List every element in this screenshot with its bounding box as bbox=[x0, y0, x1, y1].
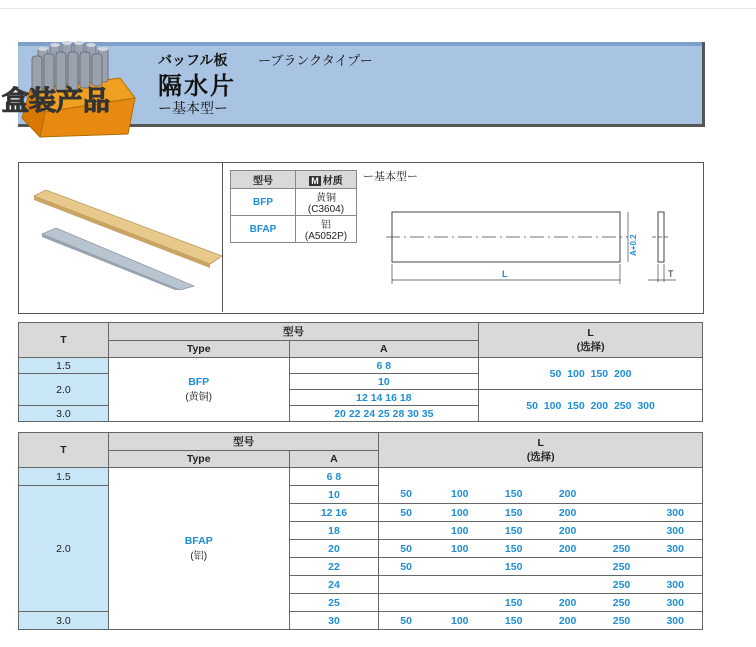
t2-l-cell: 150 bbox=[487, 594, 541, 612]
t2-l-cell: 50 bbox=[379, 504, 433, 522]
t2-header-t: T bbox=[19, 433, 109, 468]
page-title: 隔水片 bbox=[158, 73, 236, 100]
t2-l-cell: 150 bbox=[487, 522, 541, 540]
t2-l-cell: 200 bbox=[541, 486, 595, 504]
t1-header-model: 型号 bbox=[108, 323, 478, 341]
t1-t-3-0: 3.0 bbox=[19, 406, 109, 422]
t2-l-cell bbox=[648, 468, 702, 486]
technical-drawing bbox=[380, 200, 690, 300]
t2-l-cell bbox=[433, 558, 487, 576]
subtitle-jp-blank-type: ーブランクタイプー bbox=[258, 53, 373, 68]
t1-header-l: L (选择) bbox=[479, 323, 703, 358]
t2-l-cell bbox=[379, 594, 433, 612]
product-box-divider bbox=[222, 162, 223, 312]
t2-l-cell bbox=[433, 468, 487, 486]
table-row bbox=[19, 468, 703, 486]
t2-l-cell: 150 bbox=[487, 486, 541, 504]
drawing-label: ー基本型ー bbox=[363, 171, 418, 183]
material-m-badge: M bbox=[311, 176, 319, 186]
mat-material-bfap: 铝 (A5052P) bbox=[296, 216, 357, 243]
t2-l-cell: 300 bbox=[648, 522, 702, 540]
t2-l-cell bbox=[541, 558, 595, 576]
t2-l-cell: 200 bbox=[541, 594, 595, 612]
t2-l-cell: 250 bbox=[595, 612, 649, 630]
t2-l-cell: 150 bbox=[487, 558, 541, 576]
dim-l-label: L bbox=[502, 269, 508, 279]
t2-a-cell: 20 bbox=[289, 540, 379, 558]
box-product-logo bbox=[0, 38, 140, 138]
type-label: ー基本型ー bbox=[158, 100, 228, 116]
bfp-spec-table bbox=[18, 322, 703, 422]
material-table bbox=[230, 170, 357, 243]
t2-l-cell bbox=[487, 576, 541, 594]
t1-l-group-1: 50 100 150 200 bbox=[479, 358, 703, 390]
subtitle-jp: バッフル板 bbox=[158, 52, 228, 68]
t2-t-3-0: 3.0 bbox=[19, 612, 109, 630]
t2-l-cell bbox=[487, 468, 541, 486]
t1-header-a: A bbox=[289, 341, 479, 358]
t2-l-cell: 300 bbox=[648, 594, 702, 612]
t2-l-cell: 300 bbox=[648, 612, 702, 630]
t2-l-cell bbox=[541, 468, 595, 486]
t2-t-2-0: 2.0 bbox=[19, 486, 109, 612]
mat-material-bfp: 黄铜 (C3604) bbox=[296, 189, 357, 216]
t1-header-t: T bbox=[19, 323, 109, 358]
t2-l-cell bbox=[595, 522, 649, 540]
product-image bbox=[28, 186, 224, 290]
t1-a-row-3: 12 14 16 18 bbox=[289, 390, 479, 406]
t2-type-cell: BFAP (铝) bbox=[108, 468, 289, 630]
t2-l-cell bbox=[648, 486, 702, 504]
t2-l-cell bbox=[379, 522, 433, 540]
t2-a-cell: 25 bbox=[289, 594, 379, 612]
t2-l-cell bbox=[595, 468, 649, 486]
t2-header-type: Type bbox=[108, 451, 289, 468]
mat-code-bfp: BFP bbox=[231, 189, 296, 216]
top-divider bbox=[0, 8, 756, 9]
t2-a-cell: 12 16 bbox=[289, 504, 379, 522]
t2-a-cell: 10 bbox=[289, 486, 379, 504]
t1-type-cell: BFP (黄铜) bbox=[108, 358, 289, 422]
t2-header-l: L (选择) bbox=[379, 433, 703, 468]
bfap-spec-table bbox=[18, 432, 703, 630]
t1-t-2-0: 2.0 bbox=[19, 374, 109, 406]
t2-l-cell: 100 bbox=[433, 486, 487, 504]
mat-header-type: 型号 bbox=[231, 171, 296, 189]
t1-a-row-1: 6 8 bbox=[289, 358, 479, 374]
t2-l-cell: 300 bbox=[648, 576, 702, 594]
t2-a-cell: 6 8 bbox=[289, 468, 379, 486]
t2-l-cell: 150 bbox=[487, 540, 541, 558]
mat-code-bfap: BFAP bbox=[231, 216, 296, 243]
t2-a-cell: 18 bbox=[289, 522, 379, 540]
t2-l-cell: 200 bbox=[541, 612, 595, 630]
t2-l-cell bbox=[379, 576, 433, 594]
dim-t-label: T bbox=[668, 269, 674, 279]
t2-l-cell: 250 bbox=[595, 576, 649, 594]
mat-header-material: M 材质 bbox=[296, 171, 357, 189]
t2-l-cell: 100 bbox=[433, 540, 487, 558]
t2-l-cell: 250 bbox=[595, 594, 649, 612]
t2-l-cell: 250 bbox=[595, 558, 649, 576]
t2-t-1-5: 1.5 bbox=[19, 468, 109, 486]
t2-l-cell: 300 bbox=[648, 540, 702, 558]
t2-l-cell: 50 bbox=[379, 540, 433, 558]
t2-l-cell: 50 bbox=[379, 612, 433, 630]
t2-l-cell bbox=[595, 486, 649, 504]
t2-l-cell: 100 bbox=[433, 612, 487, 630]
t2-l-cell: 100 bbox=[433, 504, 487, 522]
t2-l-cell: 200 bbox=[541, 522, 595, 540]
t2-header-a: A bbox=[289, 451, 379, 468]
t1-a-row-2: 10 bbox=[289, 374, 479, 390]
t2-l-cell: 150 bbox=[487, 612, 541, 630]
t2-l-cell: 250 bbox=[595, 540, 649, 558]
t1-l-group-2: 50 100 150 200 250 300 bbox=[479, 390, 703, 422]
t2-l-cell bbox=[648, 558, 702, 576]
t2-l-cell bbox=[433, 576, 487, 594]
t2-l-cell bbox=[379, 468, 433, 486]
t2-a-cell: 30 bbox=[289, 612, 379, 630]
t2-l-cell: 50 bbox=[379, 558, 433, 576]
logo-text: 盒装产品 bbox=[2, 86, 110, 117]
t1-a-row-4: 20 22 24 25 28 30 35 bbox=[289, 406, 479, 422]
t2-l-cell: 300 bbox=[648, 504, 702, 522]
dim-a-label: A+0.2 bbox=[629, 234, 638, 256]
t2-a-cell: 24 bbox=[289, 576, 379, 594]
t2-l-cell: 200 bbox=[541, 540, 595, 558]
t2-l-cell: 50 bbox=[379, 486, 433, 504]
t2-l-cell bbox=[433, 594, 487, 612]
t2-l-cell: 150 bbox=[487, 504, 541, 522]
t1-header-type: Type bbox=[108, 341, 289, 358]
t1-t-1-5: 1.5 bbox=[19, 358, 109, 374]
t2-l-cell bbox=[541, 576, 595, 594]
t2-a-cell: 22 bbox=[289, 558, 379, 576]
t2-l-cell: 200 bbox=[541, 504, 595, 522]
t2-l-cell: 100 bbox=[433, 522, 487, 540]
t2-l-cell bbox=[595, 504, 649, 522]
t2-header-model: 型号 bbox=[108, 433, 379, 451]
